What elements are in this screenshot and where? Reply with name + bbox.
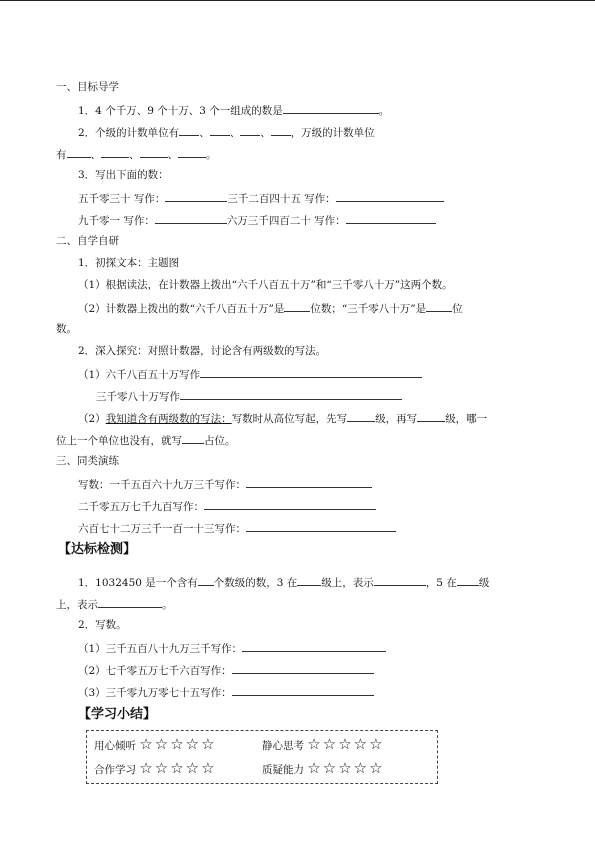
goal-question-2-line2-start: 有: [56, 149, 67, 161]
write-row-2: [78, 212, 436, 228]
answer-blank[interactable]: [271, 124, 291, 136]
summary-item-listening: [94, 737, 217, 753]
study-item-1: 1．初探文本：主题图: [78, 257, 180, 269]
study-text: 写数时从高位写起，先写: [231, 413, 348, 425]
practice-prompt: 六百七十二万三千一百一十三写作：: [78, 523, 246, 535]
star-rating[interactable]: ☆☆☆☆☆: [139, 759, 217, 777]
assessment-text: 。: [162, 599, 173, 611]
write-prompt: 九千零一 写作：: [78, 215, 155, 227]
goal-question-2: 2．个级的计数单位有 、 、 、 ，万级的计数单位: [78, 124, 375, 140]
section-title-goals: 一、目标导学: [56, 81, 119, 93]
answer-blank[interactable]: [179, 124, 199, 136]
answer-blank[interactable]: [67, 146, 91, 158]
answer-blank[interactable]: [182, 432, 204, 444]
summary-label: 质疑能力: [262, 764, 304, 776]
section-title-practice: 三、同类演练: [56, 455, 119, 467]
study-text: 三千零八十万写作: [96, 391, 180, 403]
assessment-prompt: （1）三千五百八十九万三千写作：: [78, 643, 243, 655]
goal-question-1: [78, 102, 389, 118]
assessment-text: 级: [478, 577, 490, 589]
assessment-question-1: [78, 574, 489, 590]
answer-blank[interactable]: [198, 574, 214, 586]
assessment-row-3: [78, 684, 374, 700]
answer-blank[interactable]: [346, 212, 436, 224]
answer-blank[interactable]: [246, 520, 396, 532]
answer-blank[interactable]: [246, 476, 372, 488]
answer-blank[interactable]: [283, 102, 379, 114]
answer-blank[interactable]: [374, 574, 426, 586]
study-text: （2）计数器上拨出的数“六千八百五十万”是: [78, 303, 285, 315]
assessment-text: 级上，表示: [321, 577, 374, 589]
study-text: （2）: [78, 413, 106, 425]
answer-blank[interactable]: [417, 410, 445, 422]
study-item-2-2: [78, 410, 487, 426]
section-title-assessment: 【达标检测】: [58, 542, 137, 557]
assessment-prompt: （3）三千零九万零七十五写作：: [78, 687, 232, 699]
top-rule: [0, 0, 595, 1]
practice-prompt: 写数：一千五百六十九万三千写作：: [78, 479, 246, 491]
answer-blank[interactable]: [426, 300, 452, 312]
goal-question-2-line2: 有 、 、 、 。: [56, 146, 217, 162]
practice-prompt: 二千零五万七千九百写作：: [78, 501, 204, 513]
assessment-question-2: 2．写数。: [78, 619, 127, 631]
answer-blank[interactable]: [101, 146, 129, 158]
study-item-1-2: [78, 300, 463, 316]
goal-question-2-text: 2．个级的计数单位有: [78, 127, 180, 139]
answer-blank[interactable]: [204, 498, 376, 510]
summary-label: 合作学习: [94, 764, 136, 776]
summary-item-questioning: [262, 761, 385, 777]
practice-row-3: [78, 520, 396, 536]
study-text: 位数；“三千零八十万”是: [310, 303, 427, 315]
assessment-text: 个数级的数，3 在: [213, 577, 298, 589]
answer-blank[interactable]: [297, 574, 321, 586]
study-item-1-2-cont: 数。: [56, 323, 77, 335]
practice-row-1: [78, 476, 372, 492]
write-prompt: 六万三千四百二十 写作：: [226, 215, 346, 227]
goal-question-2-mid: ，万级的计数单位: [290, 127, 375, 139]
star-rating[interactable]: ☆☆☆☆☆: [307, 759, 385, 777]
answer-blank[interactable]: [336, 190, 444, 202]
practice-row-2: [78, 498, 376, 514]
assessment-text: 1．1032450 是一个含有: [78, 577, 198, 589]
study-item-2-2-cont: [56, 432, 236, 448]
assessment-row-2: [78, 662, 374, 678]
answer-blank[interactable]: [210, 124, 230, 136]
summary-item-cooperation: [94, 761, 217, 777]
answer-blank[interactable]: [242, 640, 386, 652]
goal-question-1-text: 1．4 个千万、9 个十万、3 个一组成的数是: [78, 105, 283, 117]
section-title-summary: 【学习小结】: [78, 707, 157, 722]
answer-blank[interactable]: [165, 190, 227, 202]
assessment-question-1-cont: [56, 596, 173, 612]
answer-blank[interactable]: [284, 300, 310, 312]
study-item-2-1b: [96, 388, 402, 404]
study-item-2: 2．深入探究：对照计数器，讨论含有两级数的写法。: [78, 345, 327, 357]
assessment-prompt: （2）七千零五万七千六百写作：: [78, 665, 232, 677]
study-text: 位上一个单位也没有，就写: [56, 435, 182, 447]
answer-blank[interactable]: [200, 366, 422, 378]
answer-blank[interactable]: [457, 574, 479, 586]
star-rating[interactable]: ☆☆☆☆☆: [307, 735, 385, 753]
answer-blank[interactable]: [240, 124, 260, 136]
answer-blank[interactable]: [178, 146, 206, 158]
summary-label: 用心倾听: [94, 740, 136, 752]
write-prompt: 五千零三十 写作：: [78, 193, 166, 205]
answer-blank[interactable]: [140, 146, 168, 158]
underlined-heading: 我知道含有两级数的写法：: [105, 413, 232, 425]
assessment-text: ，5 在: [425, 577, 457, 589]
answer-blank[interactable]: [155, 212, 227, 224]
goal-question-1-end: 。: [378, 105, 390, 117]
answer-blank[interactable]: [232, 684, 374, 696]
section-title-selfstudy: 二、自学自研: [56, 235, 119, 247]
answer-blank[interactable]: [232, 662, 374, 674]
goal-question-2-end: 。: [206, 149, 217, 161]
study-text: 占位。: [204, 435, 236, 447]
assessment-row-1: [78, 640, 386, 656]
star-rating[interactable]: ☆☆☆☆☆: [139, 735, 217, 753]
study-text: 级，再写: [375, 413, 418, 425]
study-item-2-1: [78, 366, 422, 382]
answer-blank[interactable]: [180, 388, 402, 400]
answer-blank[interactable]: [98, 596, 162, 608]
summary-item-thinking: [262, 737, 385, 753]
write-prompt: 三千二百四十五 写作：: [227, 193, 336, 205]
study-text: （1）六千八百五十万写作: [78, 369, 201, 381]
answer-blank[interactable]: [347, 410, 375, 422]
study-item-1-1: （1）根据读法，在计数器上拨出“六千八百五十万”和“三千零八十万”这两个数。: [78, 279, 453, 291]
study-text: 级，哪一: [445, 413, 488, 425]
assessment-text: 上，表示: [56, 599, 98, 611]
summary-label: 静心思考: [262, 740, 304, 752]
write-row-1: [78, 190, 444, 206]
goal-question-3: 3．写出下面的数：: [78, 169, 169, 181]
study-text: 位: [452, 303, 463, 315]
